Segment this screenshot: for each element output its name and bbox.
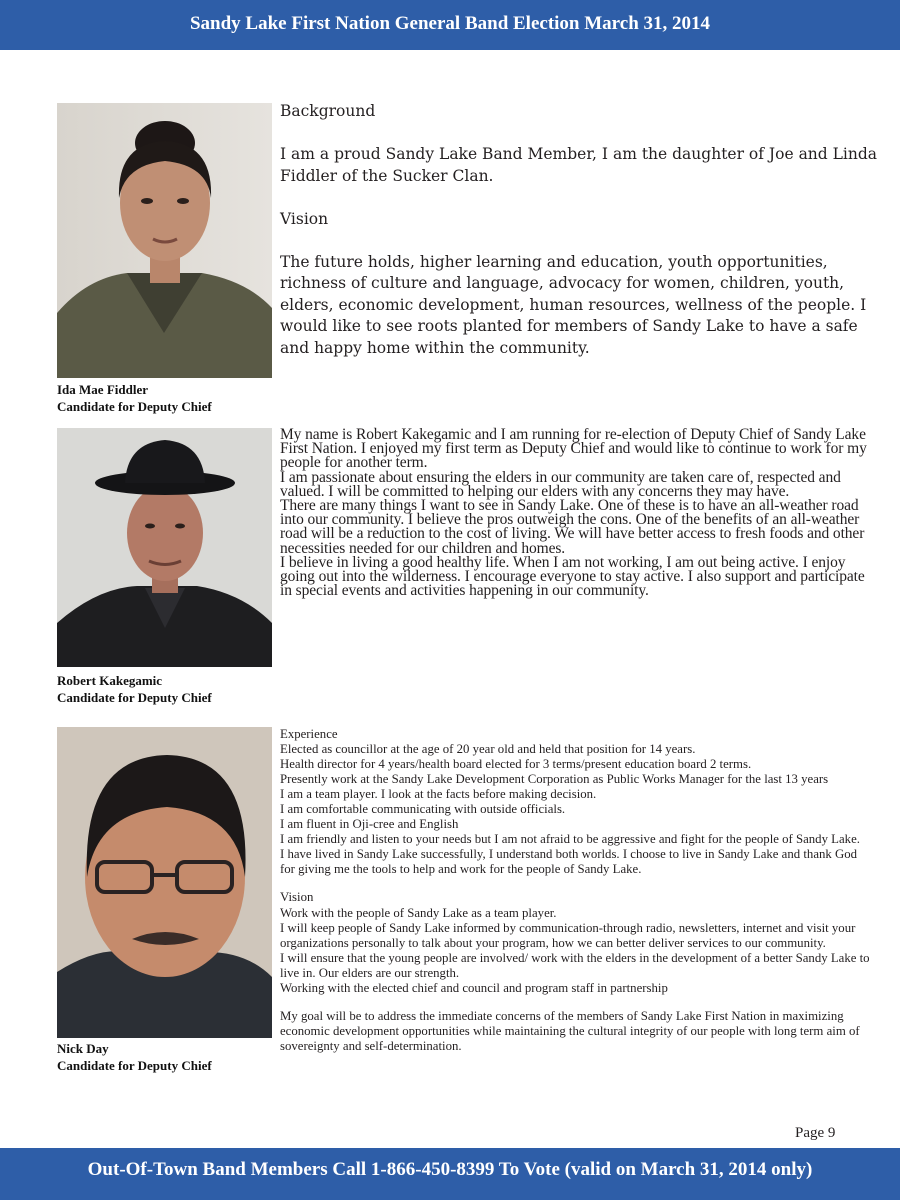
vision-item: I will ensure that the young people are involved/ work with the elders in the development of a better Sandy Lake to live in. Our elders are our strength. [280, 950, 870, 980]
candidate-caption-2 [57, 672, 212, 706]
bio-paragraph: My name is Robert Kakegamic and I am running for re-election of Deputy Chief of Sandy Lake First Nation. I enjoyed my first term as Deputy Chief and would like to continue to work for my people for another term. [280, 426, 867, 472]
bio-heading-vision: Vision [280, 209, 329, 228]
experience-item: I have lived in Sandy Lake successfully, I understand both worlds. I choose to live in Sandy Lake and thank God for giving me the tools to help and work for the people of Sandy Lake. [280, 847, 858, 877]
bio-heading-background: Background [280, 102, 376, 120]
candidate-photo-ida-mae-fiddler [57, 103, 272, 378]
experience-item: Presently work at the Sandy Lake Development Corporation as Public Works Manager for the last 13 years [280, 772, 829, 787]
header-banner [0, 0, 900, 50]
bio-paragraph: I am a proud Sandy Lake Band Member, I am the daughter of Joe and Linda Fiddler of the Sucker Clan. [280, 145, 878, 185]
experience-item: Health director for 4 years/health board elected for 3 terms/present education board 2 terms. [280, 757, 752, 772]
candidate-role: Candidate for Deputy Chief [57, 399, 212, 414]
bio-paragraph: I am passionate about ensuring the elders in our community are taken care of, respected and valued. I will be committed to helping our elders with any concerns they may have. [280, 468, 841, 500]
goal-paragraph: My goal will be to address the immediate concerns of the members of Sandy Lake First Nation in maximizing economic development opportunities while maintaining the cultural integrity of our people with long term aim of sovereignty and self-determination. [280, 1008, 860, 1053]
bio-heading-experience: Experience [280, 727, 338, 741]
experience-item: Elected as councillor at the age of 20 year old and held that position for 14 years. [280, 742, 696, 757]
header-title: Sandy Lake First Nation General Band Election March 31, 2014 [189, 13, 711, 34]
bio-paragraph: There are many things I want to see in Sandy Lake. One of these is to have an all-weather road into our community. I believe the pros outweigh the cons. One of the benefits of an all-weather road will be a reduction to the cost of living. We will have better access to fresh foods and other necessities needed for our children and homes. [280, 497, 865, 557]
candidate-bio-3 [280, 727, 870, 1054]
spacer [280, 996, 870, 1009]
experience-item: I am fluent in Oji-cree and English [280, 817, 459, 832]
experience-item: I am a team player. I look at the facts before making decision. [280, 787, 597, 802]
candidate-photo-nick-day [57, 727, 272, 1038]
candidate-bio-2 [280, 428, 870, 598]
bio-heading-vision: Vision [280, 890, 314, 905]
experience-item: I am comfortable communicating with outside officials. [280, 802, 566, 817]
candidate-caption-3 [57, 1040, 212, 1074]
candidate-bio-1 [280, 101, 880, 359]
bio-paragraph: The future holds, higher learning and education, youth opportunities, richness of culture and language, advocacy for women, children, youth, elders, economic development, human resources, wellness of the people. I would like to see roots planted for members of Sandy Lake to have a safe and happy home within the community. [280, 252, 867, 357]
candidate-caption-1 [57, 381, 212, 415]
vision-item: I will keep people of Sandy Lake informed by communication-through radio, newsletters, internet and visit your organizations personally to talk about your program, how we can better deliver services to our community. [280, 920, 856, 950]
experience-item: I am friendly and listen to your needs but I am not afraid to be aggressive and fight for the people of Sandy Lake. [280, 832, 860, 847]
candidate-role: Candidate for Deputy Chief [57, 690, 212, 705]
candidate-photo-robert-kakegamic [57, 428, 272, 667]
candidate-name: Ida Mae Fiddler [57, 382, 148, 397]
page-number: Page 9 [795, 1125, 836, 1141]
bio-paragraph: I believe in living a good healthy life. When I am not working, I am out being active. I enjoy going out into the wilderness. I encourage everyone to stay active. I also support and participate in special events and activities happening in our community. [280, 553, 865, 600]
candidate-name: Robert Kakegamic [57, 673, 163, 688]
spacer [280, 877, 870, 890]
candidate-role: Candidate for Deputy Chief [57, 1058, 212, 1073]
candidate-name: Nick Day [57, 1041, 109, 1056]
footer-banner [0, 1148, 900, 1200]
vision-item: Work with the people of Sandy Lake as a team player. [280, 905, 557, 920]
footer-text: Out-Of-Town Band Members Call 1-866-450-8399 To Vote (valid on March 31, 2014 only) [87, 1159, 813, 1180]
vision-item: Working with the elected chief and council and program staff in partnership [280, 980, 668, 995]
